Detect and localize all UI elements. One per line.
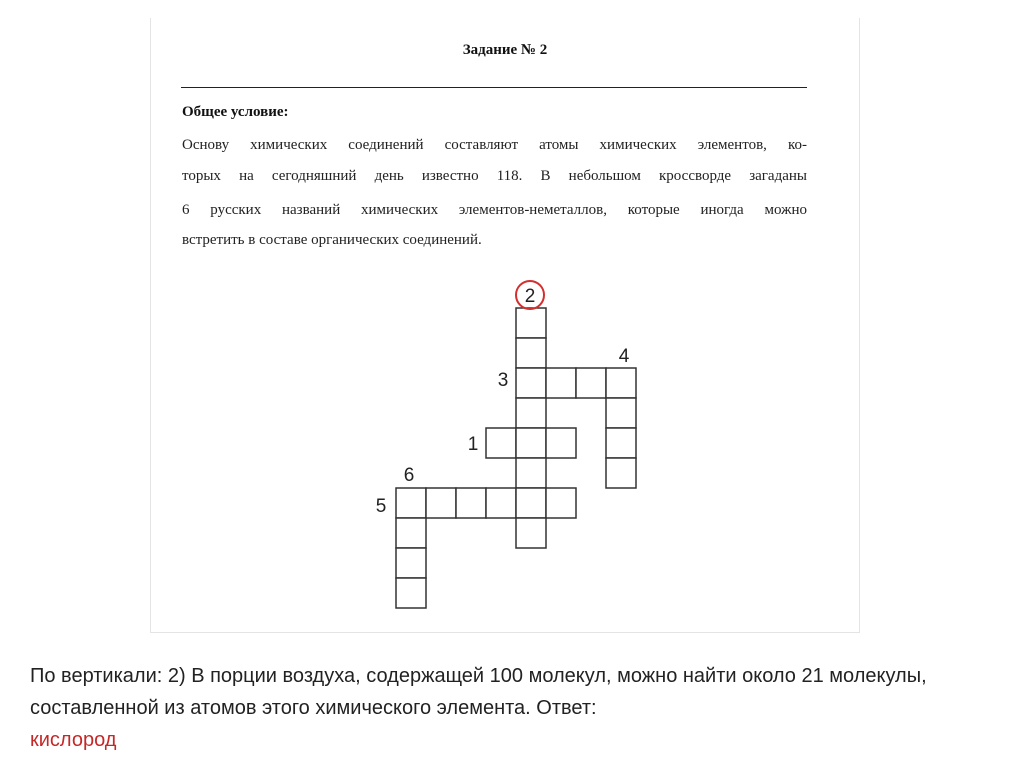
crossword-cell	[396, 488, 426, 518]
clue-number-4: 4	[618, 346, 630, 367]
crossword-cell	[606, 458, 636, 488]
clue-number-6: 6	[403, 465, 415, 486]
crossword-cell	[516, 518, 546, 548]
explanation-caption	[30, 660, 1010, 756]
crossword-cell	[606, 368, 636, 398]
question-text: По вертикали: 2) В порции воздуха, содержащей 100 молекул, можно найти около 21 молекулы, составленной из атомов этого химического элемента. Ответ:	[30, 665, 927, 719]
condition-line: Основу химических соединений составляют атомы химических элементов, ко-	[182, 137, 807, 153]
crossword-cell	[486, 488, 516, 518]
task-title: Задание № 2	[462, 42, 548, 58]
crossword-cell	[546, 428, 576, 458]
clue-number-3: 3	[497, 370, 509, 391]
crossword-cell	[396, 578, 426, 608]
crossword-cell	[546, 368, 576, 398]
crossword-cell	[516, 458, 546, 488]
crossword-cell	[456, 488, 486, 518]
crossword-cell	[396, 518, 426, 548]
clue-number-1: 1	[467, 434, 479, 455]
crossword-cell	[516, 428, 546, 458]
clue-number-5: 5	[375, 496, 387, 517]
condition-line: встретить в составе органических соединений.	[182, 232, 482, 248]
crossword-cell	[576, 368, 606, 398]
crossword-cell	[546, 488, 576, 518]
crossword-cell	[516, 398, 546, 428]
clue-number-2: 2	[524, 286, 536, 307]
crossword-grid	[151, 18, 859, 632]
condition-line: торых на сегодняшний день известно 118. В небольшом кроссворде загаданы	[182, 168, 807, 184]
crossword-cell	[606, 398, 636, 428]
crossword-cell	[516, 308, 546, 338]
crossword-cell	[426, 488, 456, 518]
crossword-cell	[606, 428, 636, 458]
crossword-cell	[516, 338, 546, 368]
crossword-cell	[396, 548, 426, 578]
crossword-cell	[516, 488, 546, 518]
document-page	[150, 18, 860, 633]
crossword-cell	[486, 428, 516, 458]
answer-text: кислород	[30, 729, 117, 751]
condition-line: 6 русских названий химических элементов-неметаллов, которые иногда можно	[182, 202, 807, 218]
crossword-cell	[516, 368, 546, 398]
condition-heading: Общее условие:	[182, 104, 289, 120]
